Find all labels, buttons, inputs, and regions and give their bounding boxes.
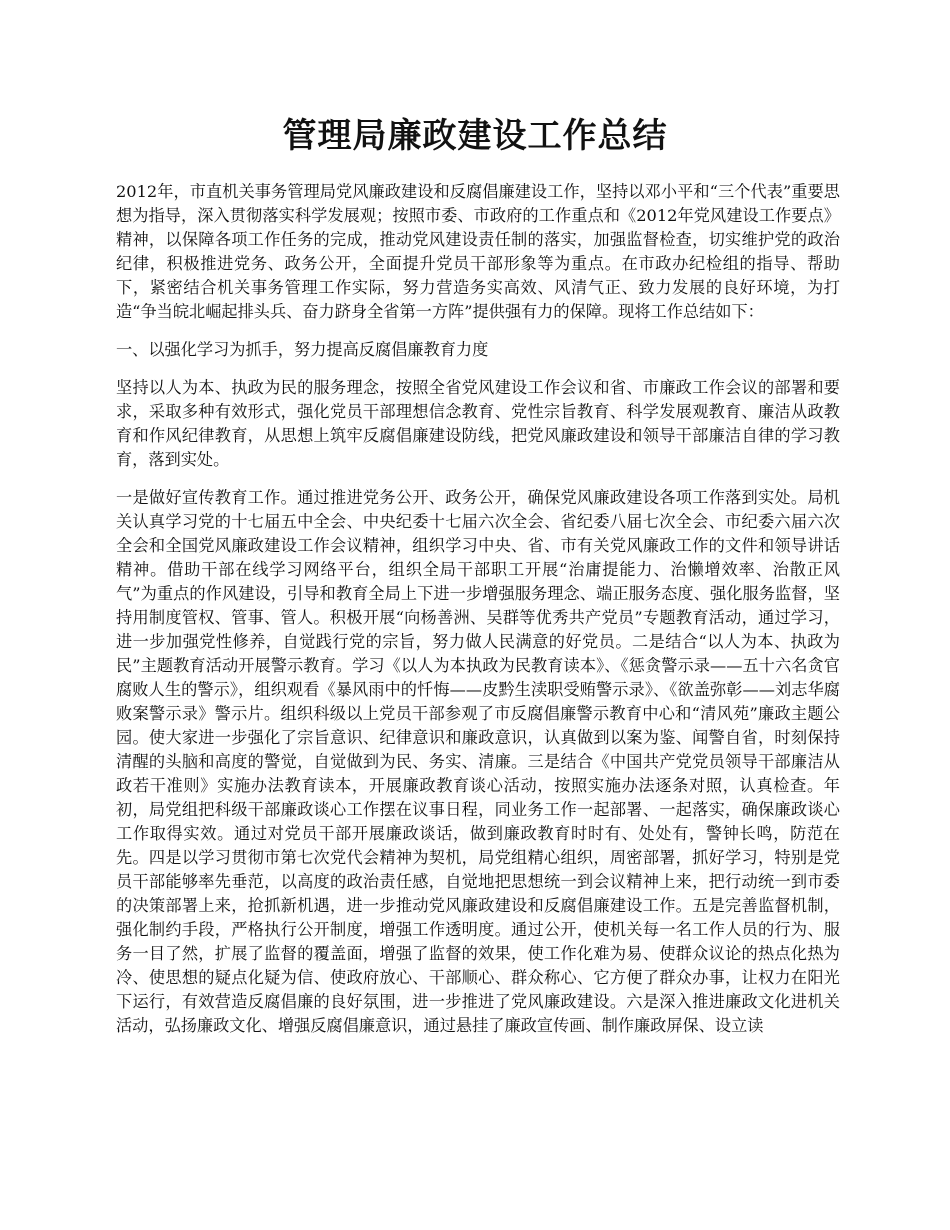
intro-paragraph: 2012年，市直机关事务管理局党风廉政建设和反腐倡廉建设工作，坚持以邓小平和“三个代表”重要思想为指导，深入贯彻落实科学发展观；按照市委、市政府的工作重点和《2012年党风建设工作要点》精神，以保障各项工作任务的完成，推动党风建设责任制的落实，加强监督检查，切实维护党的政治纪律，积极推进党务、政务公开，全面提升党员干部形象等为重点。在市政办纪检组的指导、帮助下，紧密结合机关事务管理工作实际，努力营造务实高效、风清气正、致力发展的良好环境，为打造“争当皖北崛起排头兵、奋力跻身全省第一方阵”提供强有力的保障。现将工作总结如下： (116, 182, 840, 321)
document-title: 管理局廉政建设工作总结 (282, 116, 668, 156)
section-paragraph: 一是做好宣传教育工作。通过推进党务公开、政务公开，确保党风廉政建设各项工作落到实处。局机关认真学习党的十七届五中全会、中央纪委十七届六次全会、省纪委八届七次全会、市纪委六届六次全会和全国党风廉政建设工作会议精神，组织学习中央、省、市有关党风廉政工作的文件和领导讲话精神。借助干部在线学习网络平台，组织全局干部职工开展“治庸提能力、治懒增效率、治散正风气”为重点的作风建设，引导和教育全局上下进一步增强服务理念、端正服务态度、强化服务监督，坚持用制度管权、管事、管人。积极开展“向杨善洲、吴群等优秀共产党员”专题教育活动，通过学习，进一步加强党性修养，自觉践行党的宗旨，努力做人民满意的好党员。二是结合“以人为本、执政为民”主题教育活动开展警示教育。学习《以人为本执政为民教育读本》、《惩贪警示录——五十六名贪官腐败人生的警示》，组织观看《暴风雨中的忏悔——皮黔生渎职受贿警示录》、《欲盖弥彰——刘志华腐败案警示录》警示片。组织科级以上党员干部参观了市反腐倡廉警示教育中心和“清风苑”廉政主题公园。使大家进一步强化了宗旨意识、纪律意识和廉政意识，认真做到以案为鉴、闻警自省，时刻保持清醒的头脑和高度的警觉，自觉做到为民、务实、清廉。三是结合《中国共产党党员领导干部廉洁从政若干准则》实施办法教育读本，开展廉政教育谈心活动，按照实施办法逐条对照，认真检查。年初，局党组把科级干部廉政谈心工作摆在议事日程，同业务工作一起部署、一起落实，确保廉政谈心工作取得实效。通过对党员干部开展廉政谈话，做到廉政教育时时有、处处有，警钟长鸣，防范在先。四是以学习贯彻市第七次党代会精神为契机，局党组精心组织，周密部署，抓好学习，特别是党员干部能够率先垂范，以高度的政治责任感，自觉地把思想统一到会议精神上来，把行动统一到市委的决策部署上来，抢抓新机遇，进一步推动党风廉政建设和反腐倡廉建设工作。五是完善监督机制，强化制约手段，严格执行公开制度，增强工作透明度。通过公开，使机关每一名工作人员的行为、服务一目了然，扩展了监督的覆盖面，增强了监督的效果，使工作化难为易、使群众议论的热点化热为冷、使思想的疑点化疑为信、使政府放心、干部顺心、群众称心、它方便了群众办事，让权力在阳光下运行，有效营造反腐倡廉的良好氛围，进一步推进了党风廉政建设。六是深入推进廉政文化进机关活动，弘扬廉政文化、增强反腐倡廉意识，通过悬挂了廉政宣传画、制作廉政屏保、设立读 (116, 488, 840, 1035)
section-heading: 一、以强化学习为抓手，努力提高反腐倡廉教育力度 (116, 340, 489, 359)
document-body (116, 180, 840, 1052)
section-paragraph: 坚持以人为本、执政为民的服务理念，按照全省党风建设工作会议和省、市廉政工作会议的部署和要求，采取多种有效形式，强化党员干部理想信念教育、党性宗旨教育、科学发展观教育、廉洁从政教育和作风纪律教育，从思想上筑牢反腐倡廉建设防线，把党风廉政建设和领导干部廉洁自律的学习教育，落到实处。 (116, 378, 840, 469)
